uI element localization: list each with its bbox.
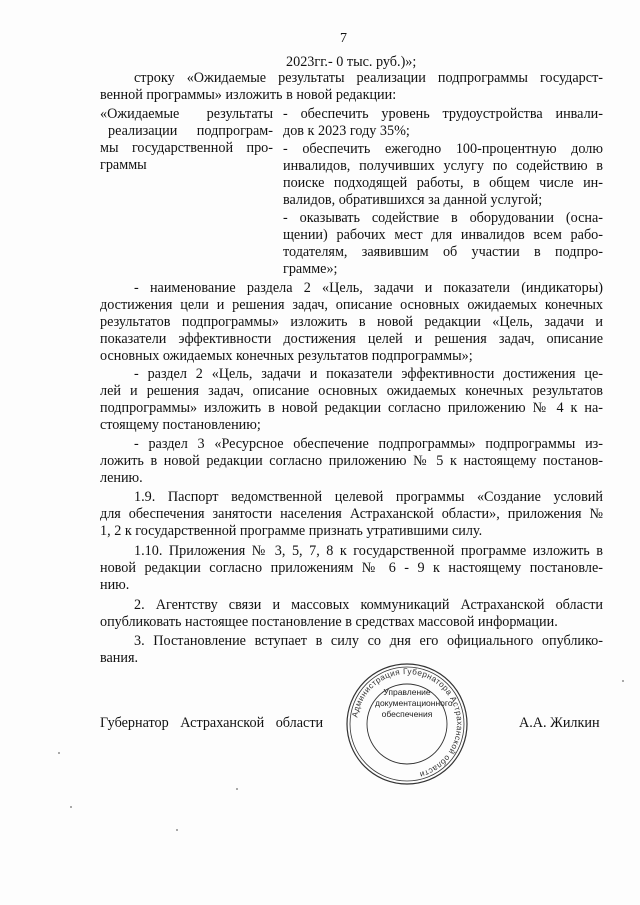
text-line: - наименование раздела 2 «Цель, задачи и показатели (индикаторы)	[134, 280, 603, 296]
text-line: 2023гг.- 0 тыс. руб.)»;	[286, 54, 417, 70]
text-line: нию.	[100, 577, 130, 593]
text-line: вания.	[100, 650, 139, 666]
text-line: 1.10. Приложения № 3, 5, 7, 8 к государственной программе изложить в	[134, 543, 603, 559]
scan-speck	[176, 829, 178, 831]
text-line: лению.	[100, 470, 143, 486]
table-right-cell-line: дов к 2023 году 35%;	[283, 123, 410, 139]
text-line: достижения цели и решения задач, описание основных ожидаемых конечных	[100, 297, 603, 313]
table-right-cell-line: - оказывать содействие в оборудовании (осна-	[283, 210, 603, 226]
text-line: показатели эффективности достижения целей и решения задач, описание	[100, 331, 603, 347]
scan-speck	[236, 788, 238, 790]
text-line: 1.9. Паспорт ведомственной целевой программы «Создание условий	[134, 489, 603, 505]
text-line: венной программы» изложить в новой редакции:	[100, 87, 397, 103]
text-line: строку «Ожидаемые результаты реализации подпрограммы государст-	[134, 70, 603, 86]
table-right-cell-line: - обеспечить уровень трудоустройства инвали-	[283, 106, 603, 122]
text-line: - раздел 3 «Ресурсное обеспечение подпрограммы» подпрограммы из-	[134, 436, 603, 452]
page-number: 7	[340, 31, 347, 46]
stamp-center-line: Управление	[383, 687, 431, 697]
text-line: лей и решения задач, описание основных ожидаемых конечных результатов	[100, 383, 603, 399]
table-right-cell-line: валидов, обратившихся за данной услугой;	[283, 192, 543, 208]
table-right-cell-line: грамме»;	[283, 261, 338, 277]
text-line: подпрограммы» изложить в новой редакции согласно приложению № 4 к на-	[100, 400, 603, 416]
stamp-ring-icon	[345, 662, 469, 786]
table-right-cell-line: поиске подходящей работы, в общем числе ин-	[283, 175, 603, 191]
text-line: стоящему постановлению;	[100, 417, 261, 433]
table-right-cell-line: инвалидов, получивших услугу по содействию в	[283, 158, 603, 174]
signatory-name: А.А. Жилкин	[519, 715, 600, 731]
text-line: опубликовать настоящее постановление в средствах массовой информации.	[100, 614, 558, 630]
signatory-position: Губернатор Астраханской области	[100, 715, 324, 731]
text-line: 2. Агентству связи и массовых коммуникаций Астраханской области	[134, 597, 603, 613]
scan-speck	[622, 680, 624, 682]
text-line: 3. Постановление вступает в силу со дня его официального опублико-	[134, 633, 603, 649]
text-line: 1, 2 к государственной программе признать утратившими силу.	[100, 523, 483, 539]
stamp-ring-text: Администрация Губернатора Астраханской области	[350, 666, 465, 780]
text-line: ложить в новой редакции согласно приложению № 5 к настоящему постанов-	[100, 453, 603, 469]
stamp-center-line: документационного	[375, 698, 453, 708]
table-right-cell-line: - обеспечить ежегодно 100-процентную долю	[283, 141, 603, 157]
text-line: результатов подпрограммы» изложить в новой редакции «Цель, задачи и	[100, 314, 603, 330]
table-right-cell-line: тодателям, заявившим об участии в подпро-	[283, 244, 603, 260]
text-line: для обеспечения занятости населения Астраханской области», приложения №	[100, 506, 603, 522]
table-left-cell-line: «Ожидаемые результаты	[100, 106, 273, 122]
table-left-cell-line: мы государственной про-	[100, 140, 273, 156]
table-left-cell-line: граммы	[100, 157, 147, 173]
scan-speck	[58, 752, 60, 754]
stamp-center-line: обеспечения	[381, 709, 433, 719]
text-line: новой редакции согласно приложениям № 6 - 9 к настоящему постановле-	[100, 560, 603, 576]
table-left-cell-line: реализации подпрограм-	[108, 123, 273, 139]
table-right-cell-line: щении) рабочих мест для инвалидов всем рабо-	[283, 227, 603, 243]
official-stamp	[345, 662, 469, 786]
scan-speck	[70, 806, 72, 808]
text-line: основных ожидаемых конечных результатов подпрограммы»;	[100, 348, 473, 364]
text-line: - раздел 2 «Цель, задачи и показатели эффективности достижения це-	[134, 366, 603, 382]
